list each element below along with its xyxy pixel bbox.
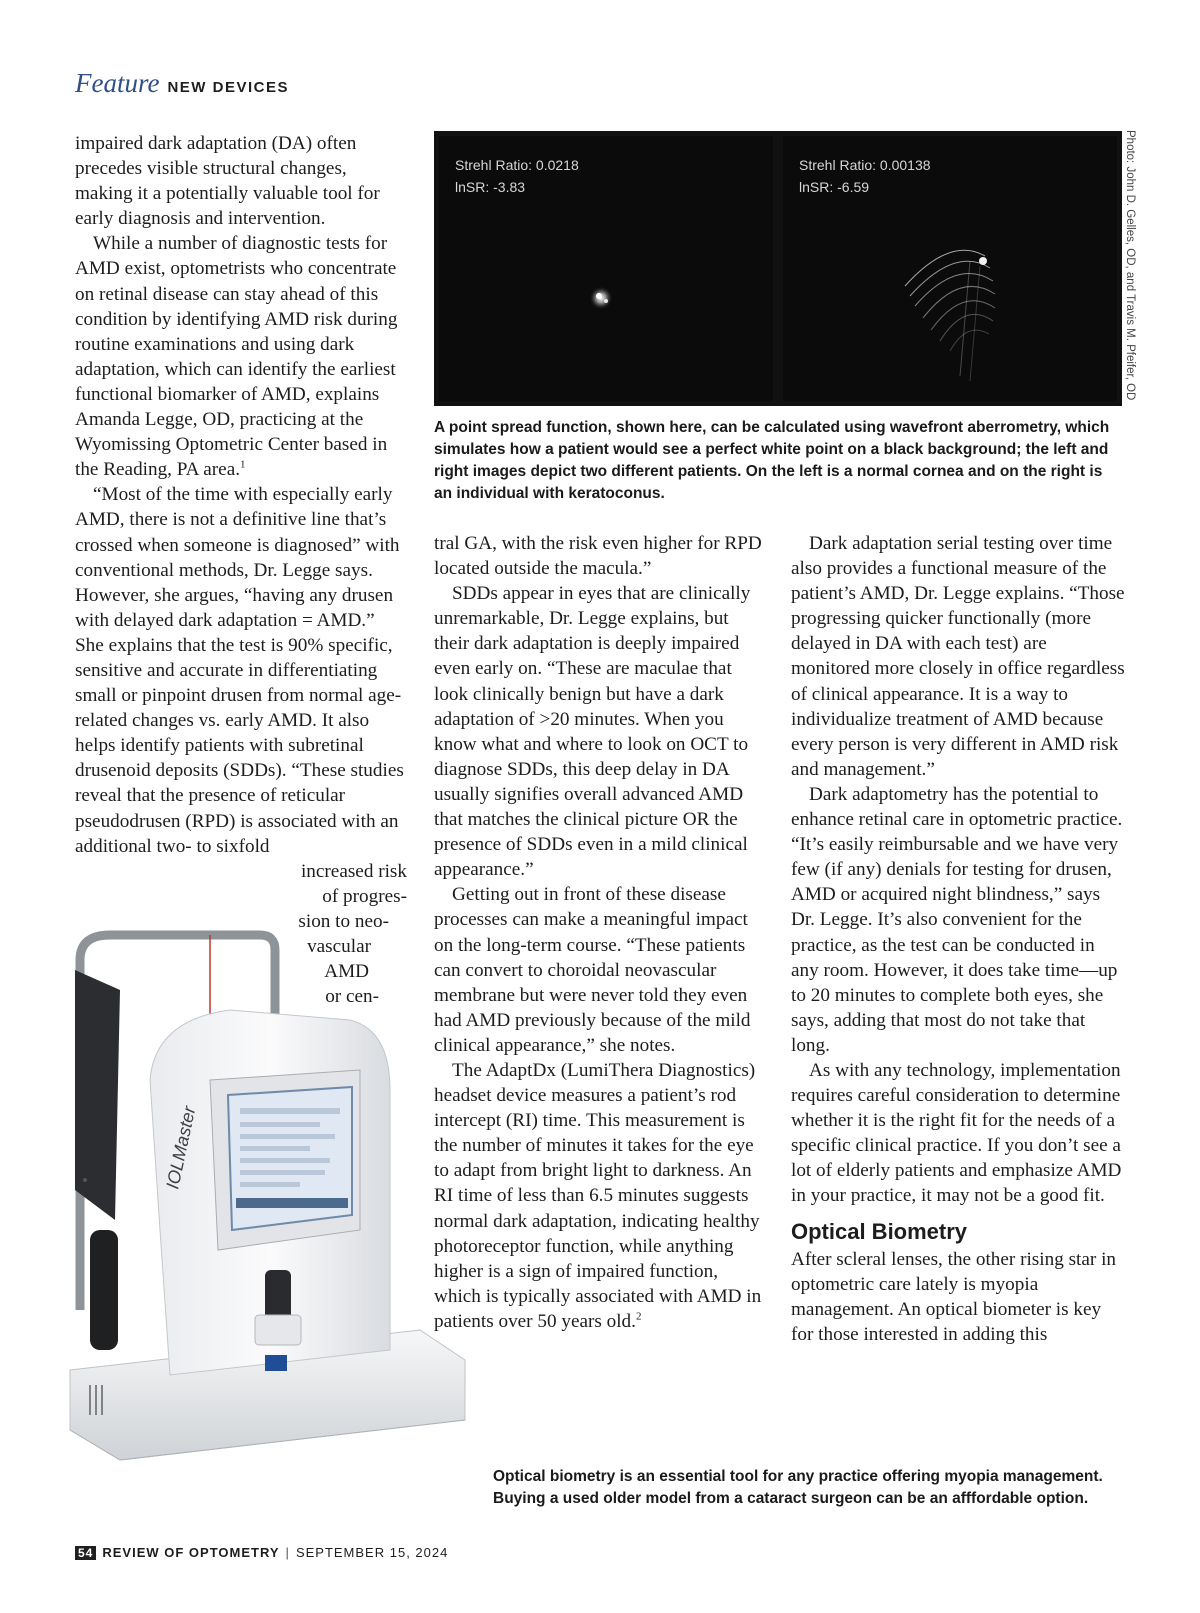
point-spread-function-figure — [434, 131, 1122, 406]
footer-separator: | — [285, 1545, 290, 1560]
paragraph: SDDs appear in eyes that are clinically unremarkable, Dr. Legge explains, but their dark adaptation is deeply impaired even early on. “These are maculae that look clinically benign but have a dark adaptation of >20 minutes. When you know what and where to look on OCT to diagnose SDDs, this deep delay in DA usually signifies overall advanced AMD that matches the clinical picture OR the presence of SDDs even in a mild clinical appearance.” — [434, 583, 751, 881]
photo-credit: Photo: John D. Gelles, OD, and Travis M. Pfeifer, OD — [1124, 130, 1136, 401]
figure-caption: A point spread function, shown here, can be calculated using wavefront aberrometry, which simulates how a patient would see a perfect white point on a black background; the left and right images depict two different patients. On the left is a normal cornea and on the right is an individual with keratoconus. — [434, 419, 1110, 502]
paragraph: “Most of the time with especially early AMD, there is not a definitive line that’s crossed when someone is diagnosed” with conventional methods, Dr. Legge says. However, she argues, “having any drusen with delayed dark adaptation = AMD.” She explains that the test is 90% specific, sensitive and accurate in differentiating small or pinpoint drusen from normal age-related changes vs. early AMD. It also helps identify patients with subretinal drusenoid deposits (SDDs). “These studies reveal that the presence of reticular pseudodrusen (RPD) is associated with an additional two- to sixfold — [75, 484, 404, 857]
paragraph: The AdaptDx (LumiThera Diagnostics) headset device measures a patient’s rod intercept (RI) time. This measurement is the number of minutes it takes for the eye to adapt from bright light to darkness. An RI time of less than 6.5 minutes suggests normal dark adaptation, indicating healthy photoreceptor function, while anything higher is a sign of impaired function, which is typically associated with AMD in patients over 50 years old.$^2$ — [434, 1059, 762, 1332]
optical-biometer-device-image — [60, 930, 475, 1475]
article-column-2 — [434, 531, 764, 1334]
wrap-line: increased risk — [300, 860, 407, 882]
section-header — [75, 68, 289, 99]
page-footer — [75, 1545, 448, 1560]
paragraph: tral GA, with the risk even higher for RPD located outside the macula.” — [434, 533, 762, 580]
psf-panel-normal-cornea — [439, 136, 773, 401]
wrap-line: or cen- — [325, 986, 379, 1008]
psf-left-label: Strehl Ratio: 0.0218 lnSR: -3.83 — [455, 157, 579, 195]
issue-date: SEPTEMBER 15, 2024 — [295, 1545, 449, 1560]
reference-number: 2 — [635, 1310, 642, 1323]
paragraph: While a number of diagnostic tests for AMD exist, optometrists who concentrate on retinal disease can stay ahead of this condition by identifying AMD risk during routine examinations and using dark adaptation, which can identify the earliest functional biomarker of AMD, explains Amanda Legge, OD, practicing at the Wyomissing Optometric Center based in the Reading, PA area.$^1$ — [75, 233, 398, 481]
section-subheading: Optical Biometry — [791, 1218, 968, 1244]
psf-spot-icon — [439, 136, 773, 401]
section-subtitle: NEW DEVICES — [167, 79, 289, 96]
section-title: Feature — [75, 68, 160, 98]
wrap-line: sion to neo- — [298, 910, 389, 932]
wrap-line: of progres- — [322, 885, 407, 907]
magazine-name: REVIEW OF OPTOMETRY — [102, 1545, 280, 1560]
paragraph: Getting out in front of these disease processes can make a meaningful impact on the long-term course. “These patients can convert to choroidal neovascular membrane but were never told they even had AMD previously because of the mild clinical appearance,” she notes. — [434, 884, 751, 1056]
paragraph: impaired dark adaptation (DA) often precedes visible structural changes, making it a potentially valuable tool for early diagnosis and intervention. — [75, 133, 380, 230]
paragraph: As with any technology, implementation requires careful consideration to determine whether it is the right fit for the needs of a specific clinical practice. If you don’t see a lot of elderly patients and emphasize AMD in your practice, it may not be a good fit. — [791, 1059, 1122, 1207]
paragraph: After scleral lenses, the other rising star in optometric care lately is myopia management. An optical biometer is key for those interested in adding this — [791, 1248, 1117, 1345]
paragraph: Dark adaptation serial testing over time also provides a functional measure of the patient’s AMD, Dr. Legge explains. “Those progressing quicker functionally (more delayed in DA with each test) are monitored more closely in office regardless of clinical appearance. It is a way to individualize treatment of AMD because every person is very different in AMD risk and management.” — [791, 533, 1125, 780]
psf-pattern-icon — [783, 136, 1117, 401]
figure-caption: Optical biometry is an essential tool for any practice offering myopia management. Buying a used older model from a cataract surgeon can be an afffordable option. — [493, 1468, 1103, 1507]
wrap-line: vascular — [307, 936, 371, 957]
paragraph: Dark adaptometry has the potential to enhance retinal care in optometric practice. “It’s easily reimbursable and we have very few (if any) denials for testing for drusen, AMD or acquired night blindness,” says Dr. Legge. It’s also convenient for the practice, as the test can be conducted in any room. However, it does take time—up to 20 minutes to complete both eyes, she says, adding that most do not take that long. — [791, 783, 1123, 1056]
article-column-3 — [791, 531, 1125, 1347]
page-number: 54 — [75, 1546, 96, 1560]
reference-number: 1 — [240, 458, 246, 471]
article-column-1 — [75, 131, 407, 1009]
psf-right-label: Strehl Ratio: 0.00138 lnSR: -6.59 — [799, 157, 931, 195]
wrap-line: AMD — [324, 961, 369, 983]
device-brand-label: IOLMaster — [162, 1104, 200, 1191]
psf-panel-keratoconus — [783, 136, 1117, 401]
